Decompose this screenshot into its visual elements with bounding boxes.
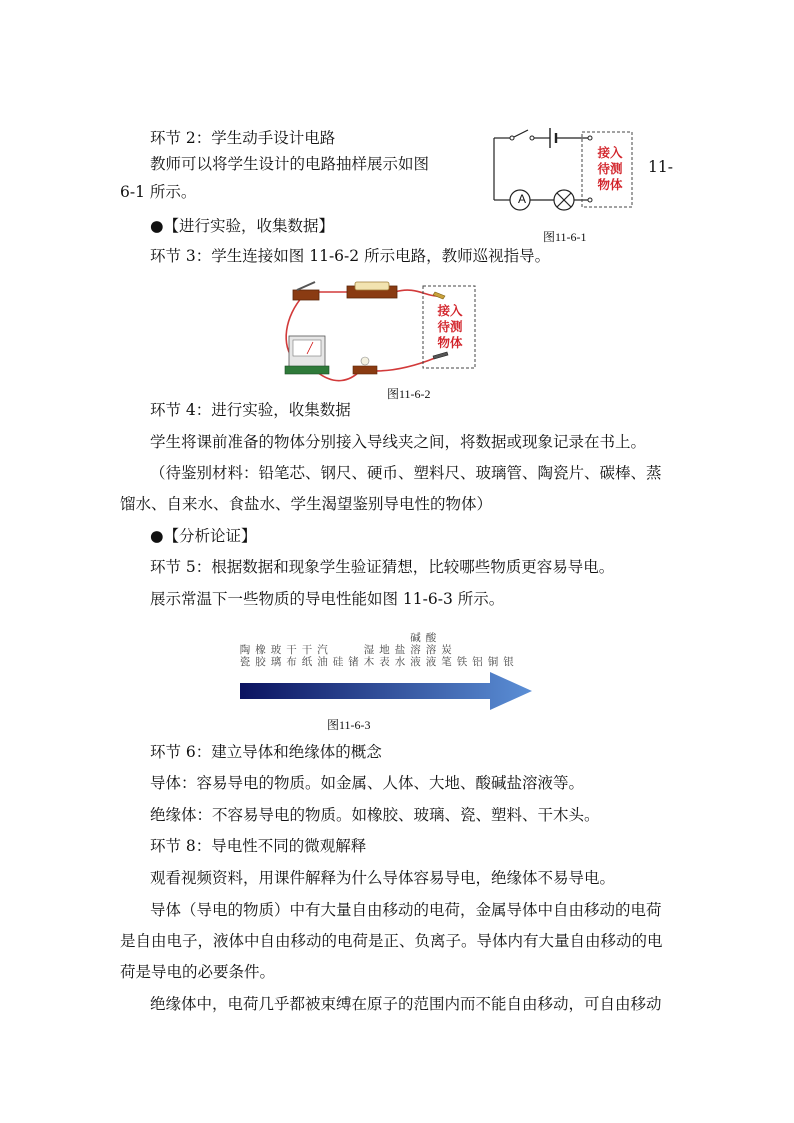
lamp-holder — [353, 366, 377, 374]
material-char: 铜 — [487, 656, 499, 668]
label-line: 接入 — [437, 303, 463, 318]
material-char: 笔 — [441, 656, 452, 668]
material-char: 地 — [379, 644, 390, 656]
material-char: 布 — [286, 656, 297, 668]
paragraph-step8: 环节 8：导电性不同的微观解释 — [150, 837, 367, 855]
test-object-label-1 — [590, 145, 630, 193]
material-char: 璃 — [270, 656, 282, 668]
material-char: 溶 — [410, 644, 421, 656]
material-char: 油 — [317, 656, 328, 668]
material-char: 铝 — [472, 656, 483, 668]
section-heading-analysis: ●【分析论证】 — [150, 527, 257, 545]
paragraph-step2-desc: 教师可以将学生设计的电路抽样展示如图 — [150, 155, 430, 173]
material-char: 瓷 — [239, 656, 251, 668]
material-char: 纸 — [301, 656, 313, 668]
material-char: 碱 — [410, 632, 421, 644]
materials-label-row — [238, 632, 528, 672]
wire — [375, 358, 435, 371]
material-char: 银 — [503, 656, 514, 668]
paragraph-step2: 环节 2：学生动手设计电路 — [150, 129, 336, 147]
material-char: 液 — [410, 656, 421, 668]
material-char: 液 — [425, 656, 437, 668]
material-char: 汽 — [317, 644, 328, 656]
switch-knife — [297, 282, 315, 290]
paragraph-step4-desc: 学生将课前准备的物体分别接入导线夹之间，将数据或现象记录在书上。 — [150, 433, 647, 451]
material-char: 铁 — [456, 656, 468, 668]
paragraph-conductor: 导体：容易导电的物质。如金属、人体、大地、酸碱盐溶液等。 — [150, 774, 585, 792]
paragraph-step5-desc: 展示常温下一些物质的导电性能如图 11-6-3 所示。 — [150, 590, 505, 608]
alligator-clip-top — [433, 292, 445, 299]
material-char: 水 — [394, 656, 406, 668]
material-char: 盐 — [394, 644, 406, 656]
material-char: 橡 — [255, 644, 266, 656]
switch-contact — [510, 136, 514, 140]
arrow-shape — [240, 672, 532, 710]
paragraph-conductor-explain: 导体（导电的物质）中有大量自由移动的电荷，金属导体中自由移动的电荷 — [150, 901, 662, 919]
label-line: 接入 — [597, 145, 623, 160]
paragraph-step4: 环节 4：进行实验，收集数据 — [150, 401, 351, 419]
paragraph-step2-ref2: 6-1 所示。 — [120, 183, 197, 201]
alligator-clip-bottom — [433, 352, 448, 359]
conductivity-arrow — [238, 670, 538, 712]
material-char: 表 — [379, 656, 390, 668]
paragraph-insulator-explain: 绝缘体中，电荷几乎都被束缚在原子的范围内而不能自由移动，可自由移动 — [150, 995, 662, 1013]
label-line: 物体 — [597, 177, 623, 192]
label-line: 待测 — [597, 161, 623, 176]
figure-caption-2: 图11-6-2 — [387, 387, 431, 401]
material-char: 干 — [301, 644, 313, 656]
material-char: 湿 — [363, 644, 375, 656]
material-char: 溶 — [425, 644, 437, 656]
material-char: 胶 — [255, 656, 266, 668]
paragraph-step3: 环节 3：学生连接如图 11-6-2 所示电路，教师巡视指导。 — [150, 247, 551, 265]
paragraph-step2-ref: 11- — [648, 158, 673, 176]
paragraph-materials-cont: 馏水、自来水、食盐水、学生渴望鉴别导电性的物体） — [120, 495, 493, 513]
switch-lever — [514, 130, 528, 137]
paragraph-conductor-explain-2: 是自由电子，液体中自由移动的电荷是正、负离子。导体内有大量自由移动的电 — [120, 932, 663, 950]
paragraph-insulator: 绝缘体：不容易导电的物质。如橡胶、玻璃、瓷、塑料、干木头。 — [150, 806, 600, 824]
label-line: 物体 — [437, 335, 463, 350]
material-char: 木 — [363, 656, 375, 668]
lamp-bulb — [361, 357, 369, 365]
paragraph-step6: 环节 6：建立导体和绝缘体的概念 — [150, 743, 382, 761]
label-line: 待测 — [437, 319, 463, 334]
material-char: 干 — [286, 644, 297, 656]
material-char: 陶 — [239, 644, 251, 656]
switch-board — [293, 290, 319, 300]
wire — [395, 290, 437, 296]
material-char: 炭 — [441, 644, 452, 656]
paragraph-materials: （待鉴别材料：铅笔芯、钢尺、硬币、塑料尺、玻璃管、陶瓷片、碳棒、蒸 — [150, 464, 662, 482]
battery-cell — [355, 282, 389, 290]
material-char: 硅 — [332, 656, 344, 668]
figure-caption-3: 图11-6-3 — [327, 718, 371, 732]
figure-caption-1: 图11-6-1 — [543, 230, 587, 244]
paragraph-conductor-explain-3: 荷是导电的必要条件。 — [120, 963, 276, 981]
paragraph-step5: 环节 5：根据数据和现象学生验证猜想，比较哪些物质更容易导电。 — [150, 558, 615, 576]
material-char: 玻 — [270, 644, 282, 656]
test-object-label-2 — [430, 303, 470, 351]
section-heading-experiment: ●【进行实验，收集数据】 — [150, 217, 335, 235]
ammeter-label: A — [517, 192, 526, 206]
paragraph-step8-desc: 观看视频资料，用课件解释为什么导体容易导电，绝缘体不易导电。 — [150, 869, 616, 887]
material-char: 锗 — [348, 656, 359, 668]
material-char: 酸 — [425, 632, 437, 644]
